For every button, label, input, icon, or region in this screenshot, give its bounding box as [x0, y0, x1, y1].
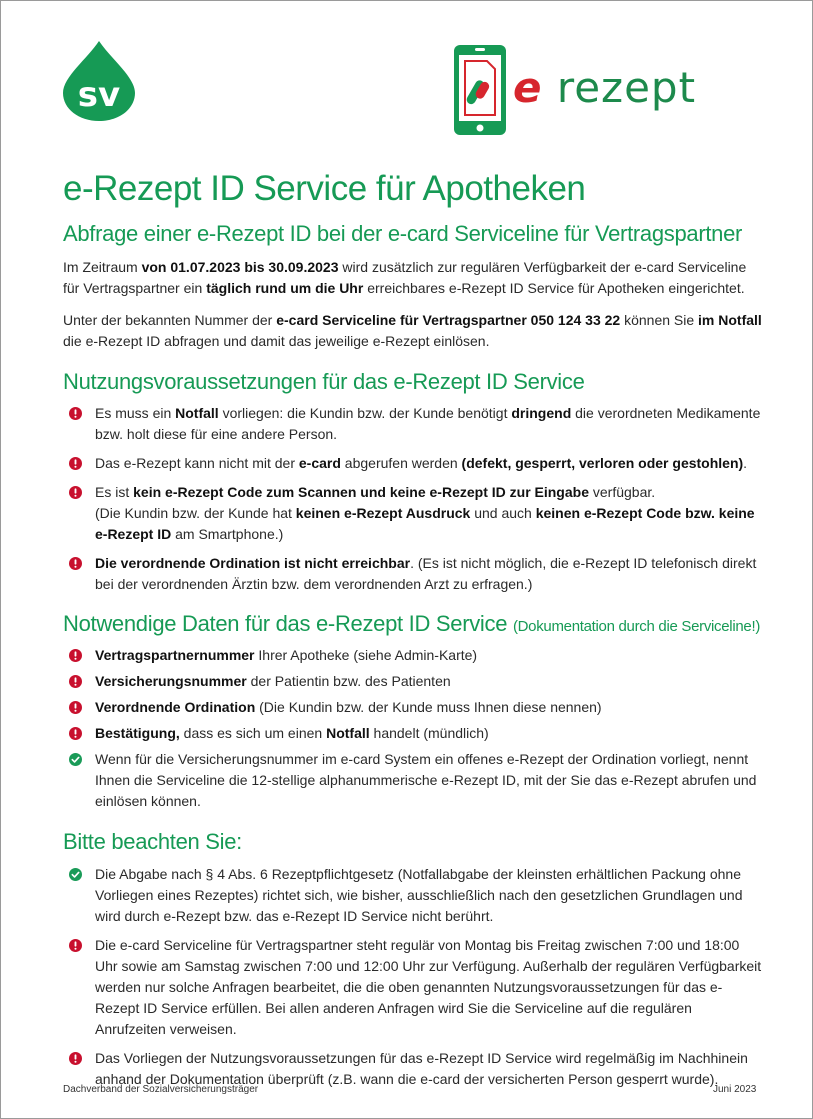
list-item: Versicherungsnummer der Patientin bzw. des Patienten	[63, 671, 763, 692]
section3-heading: Notwendige Daten für das e-Rezept ID Service (Dokumentation durch die Serviceline!)	[63, 611, 761, 636]
section4-list	[63, 864, 763, 1090]
section1-paragraph1: Im Zeitraum von 01.07.2023 bis 30.09.2023 wird zusätzlich zur regulären Verfügbarkeit der e-card Serviceline für Vertragspartner ein täglich rund um die Uhr erreichbares e-Rezept ID Service für Apotheken eingerichtet.	[63, 259, 747, 296]
section1-paragraph2: Unter der bekannten Nummer der e-card Serviceline für Vertragspartner 050 124 33 22 können Sie im Notfall die e-Rezept ID abfragen und damit das jeweilige e-Rezept einlösen.	[63, 312, 762, 349]
erezept-wordmark-rest: rezept	[556, 63, 697, 112]
list-item: Vertragspartnernummer Ihrer Apotheke (siehe Admin-Karte)	[63, 645, 763, 666]
sv-logo	[63, 41, 135, 121]
list-item: Die Abgabe nach § 4 Abs. 6 Rezeptpflichtgesetz (Notfallabgabe der kleinsten erhältlichen Packung ohne Vorliegen eines Rezeptes) richtet sich, wie bisher, ausschließlich nach den gesetzlichen Grundlagen und wird durch e-Rezept bzw. das e-Rezept ID Service nicht berührt.	[63, 864, 763, 927]
page-title: e-Rezept ID Service für Apotheken	[63, 169, 586, 208]
alert-icon	[69, 557, 82, 570]
check-icon	[69, 753, 82, 766]
list-item: Verordnende Ordination (Die Kundin bzw. der Kunde muss Ihnen diese nennen)	[63, 697, 763, 718]
section2-heading: Nutzungsvoraussetzungen für das e-Rezept ID Service	[63, 369, 585, 394]
alert-icon	[69, 939, 82, 952]
section3-heading-sub: (Dokumentation durch die Serviceline!)	[512, 618, 761, 635]
alert-icon	[69, 457, 82, 470]
erezept-logo	[453, 45, 753, 137]
sv-logo-letters: sv	[77, 75, 121, 115]
section4-heading: Bitte beachten Sie:	[63, 829, 242, 854]
footer-date: Juni 2023	[713, 1084, 757, 1095]
alert-icon	[69, 407, 82, 420]
section2-list	[63, 403, 763, 595]
erezept-wordmark	[513, 63, 697, 112]
alert-icon	[69, 727, 82, 740]
alert-icon	[69, 701, 82, 714]
alert-icon	[69, 649, 82, 662]
alert-icon	[69, 1052, 82, 1065]
list-item: Bestätigung, dass es sich um einen Notfall handelt (mündlich)	[63, 723, 763, 744]
list-item: Die verordnende Ordination ist nicht erreichbar. (Es ist nicht möglich, die e-Rezept ID telefonisch direkt bei der verordnenden Ärztin bzw. dem verordnenden Arzt zu erfragen.)	[63, 553, 763, 595]
list-item: Es muss ein Notfall vorliegen: die Kundin bzw. der Kunde benötigt dringend die verordneten Medikamente bzw. holt diese für eine andere Person.	[63, 403, 763, 445]
alert-icon	[69, 486, 82, 499]
list-item: Das Vorliegen der Nutzungsvoraussetzungen für das e-Rezept ID Service wird regelmäßig im Nachhinein anhand der Dokumentation überprüft (z.B. wann die e-card der versicherten Person gesperrt wurde).	[63, 1048, 763, 1090]
list-item: Das e-Rezept kann nicht mit der e-card abgerufen werden (defekt, gesperrt, verloren oder gestohlen).	[63, 453, 763, 474]
list-item: Es ist kein e-Rezept Code zum Scannen und keine e-Rezept ID zur Eingabe verfügbar. (Die Kundin bzw. der Kunde hat keinen e-Rezept Ausdruck und auch keinen e-Rezept Code bzw. keine e-Rezept ID am Smartphone.)	[63, 482, 763, 545]
list-item: Die e-card Serviceline für Vertragspartner steht regulär von Montag bis Freitag zwischen 7:00 und 18:00 Uhr sowie am Samstag zwischen 7:00 und 12:00 Uhr zur Verfügung. Außerhalb der regulären Verfügbarkeit werden nur solche Anfragen bearbeitet, die die oben genannten Nutzungsvoraussetzungen für das e-Rezept ID Service erfüllen. Bei allen anderen Anfragen wird Sie die Serviceline auf die regulären Anrufzeiten verweisen.	[63, 935, 763, 1040]
list-item: Wenn für die Versicherungsnummer im e-card System ein offenes e-Rezept der Ordination vorliegt, nennt Ihnen die Serviceline die 12-stellige alphanummerische e-Rezept ID, mit der Sie das e-Rezept abrufen und einlösen können.	[63, 749, 763, 812]
section3-list	[63, 645, 763, 812]
phone-prescription-icon	[453, 45, 507, 137]
footer-organization: Dachverband der Sozialversicherungsträger	[63, 1084, 259, 1095]
section1-heading: Abfrage einer e-Rezept ID bei der e-card Serviceline für Vertragspartner	[63, 221, 743, 246]
alert-icon	[69, 675, 82, 688]
check-icon	[69, 868, 82, 881]
main-content	[63, 221, 763, 1090]
erezept-wordmark-e: e	[513, 63, 543, 112]
